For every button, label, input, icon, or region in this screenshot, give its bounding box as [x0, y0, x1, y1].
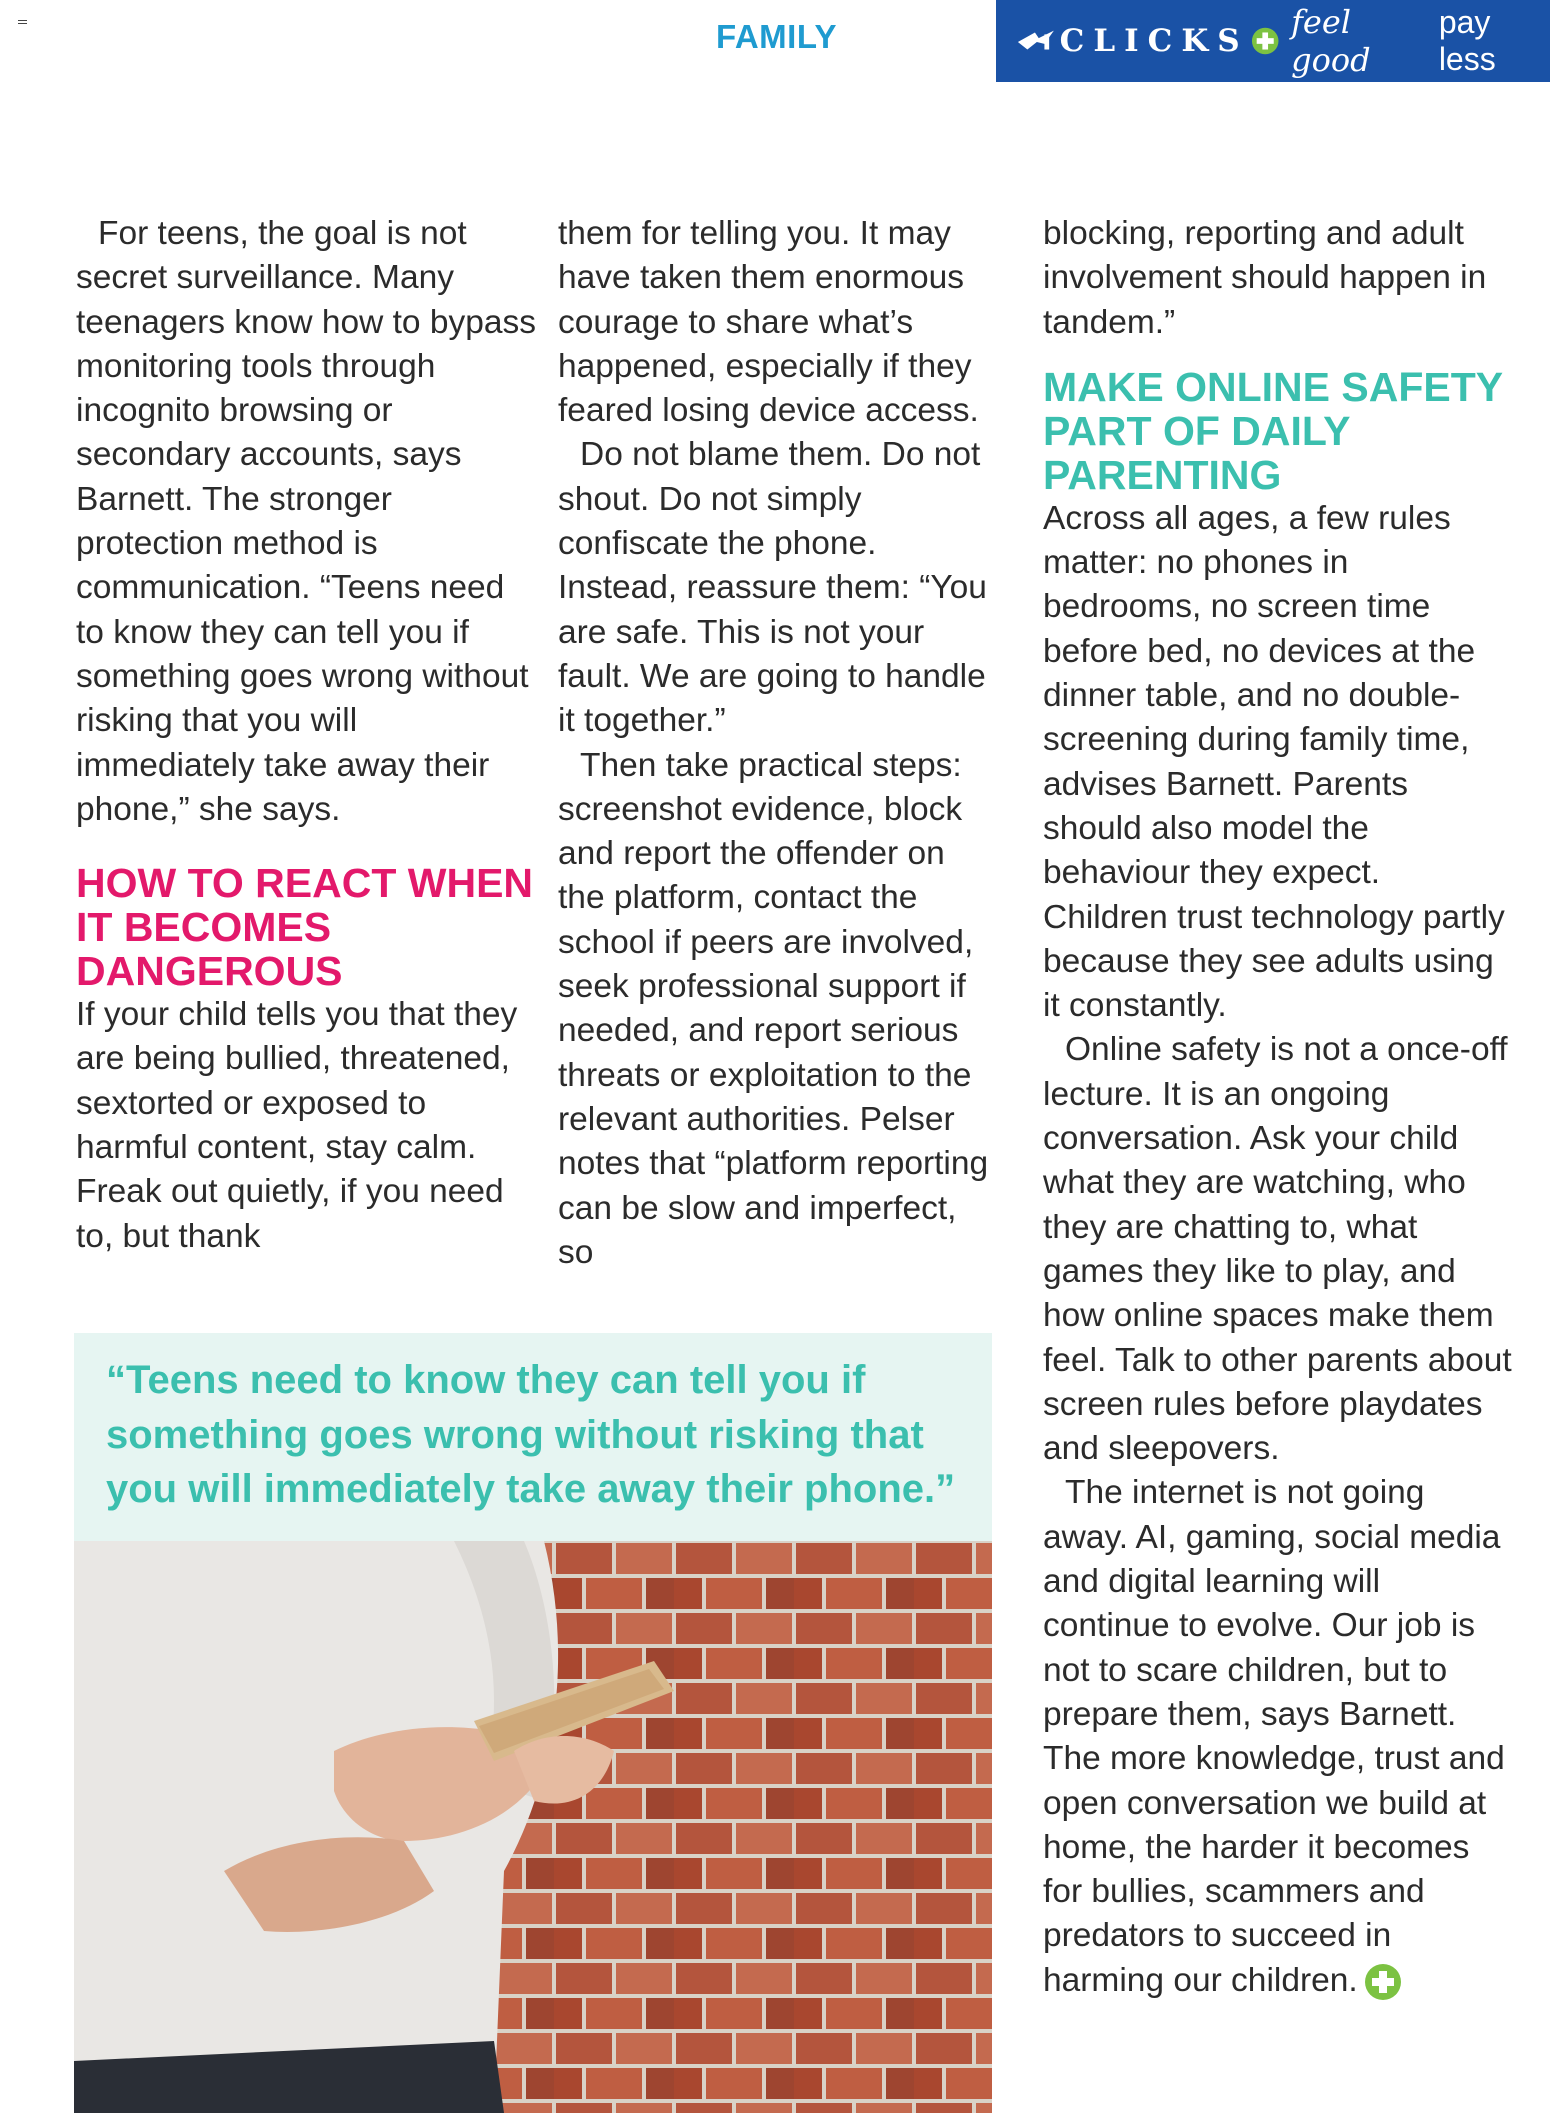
- brand-banner: [996, 0, 1550, 82]
- photo-illustration: [74, 1541, 992, 2113]
- plus-cross-icon: [1251, 26, 1279, 56]
- bird-logo-icon: [1016, 26, 1058, 56]
- tagline-plain: pay less: [1438, 4, 1496, 77]
- menu-icon[interactable]: [18, 20, 27, 26]
- heading-react-dangerous: HOW TO REACT WHEN IT BECOMES DANGEROUS: [76, 860, 534, 995]
- tagline-script: feel good: [1291, 3, 1371, 79]
- paragraph: Across all ages, a few rules matter: no phones in bedrooms, no screen time before bed, no devices at the dinner table, and no double-screening during family time, advises Barnett. Parents should also model the behaviour they expect. Children trust technology partly because they see adults using it constantly.: [1043, 499, 1505, 1025]
- paragraph: For teens, the goal is not secret surveillance. Many teenagers know how to bypass monitoring tools through incognito browsing or secondary accounts, says Barnett. The stronger protection method is communication. “Teens need to know they can tell you if something goes wrong without risking that you will immediately take away their phone,” she says.: [76, 215, 536, 828]
- column-2: [558, 212, 998, 1275]
- pull-quote-box: [74, 1333, 992, 1541]
- heading-online-safety: MAKE ONLINE SAFETY PART OF DAILY PARENTING: [1043, 363, 1503, 498]
- end-mark-cross-icon: [1364, 1963, 1402, 2001]
- paragraph: Do not blame them. Do not shout. Do not simply confiscate the phone. Instead, reassure them: “You are safe. This is not your fault. We are going to handle it together.”: [558, 436, 987, 740]
- paragraph: Online safety is not a once-off lecture. It is an ongoing conversation. Ask your child what they are watching, who they are chatting to, what games they like to play, and how online spaces make them feel. Talk to other parents about screen rules before playdates and sleepovers.: [1043, 1031, 1512, 1468]
- paragraph: blocking, reporting and adult involvement should happen in tandem.”: [1043, 215, 1487, 341]
- column-3: [1043, 212, 1513, 2003]
- paragraph: If your child tells you that they are being bullied, threatened, sextorted or exposed to harmful content, stay calm. Freak out quietly, if you need to, but thank: [76, 996, 518, 1255]
- teen-holding-phone-photo: [74, 1541, 992, 2113]
- column-1: [76, 212, 536, 1259]
- paragraph: [1043, 1471, 1513, 2003]
- section-label: FAMILY: [716, 18, 837, 55]
- paragraph: Then take practical steps: screenshot evidence, block and report the offender on the platform, contact the school if peers are involved, seek professional support if needed, and report serious threats or exploitation to the relevant authorities. Pelser notes that “platform reporting can be slow and imperfect, so: [558, 746, 989, 1271]
- paragraph-text: The internet is not going away. AI, gaming, social media and digital learning will continue to evolve. Our job is not to scare children, but to prepare them, says Barnett. The more knowledge, trust and open conversation we build at home, the harder it becomes for bullies, scammers and predators to succeed in harming our children.: [1043, 1474, 1505, 1999]
- paragraph: them for telling you. It may have taken them enormous courage to share what’s happened, especially if they feared losing device access.: [558, 215, 979, 430]
- pull-quote: “Teens need to know they can tell you if something goes wrong without risking that you will immediately take away their phone.”: [106, 1358, 956, 1511]
- brand-name: CLICKS: [1059, 23, 1249, 59]
